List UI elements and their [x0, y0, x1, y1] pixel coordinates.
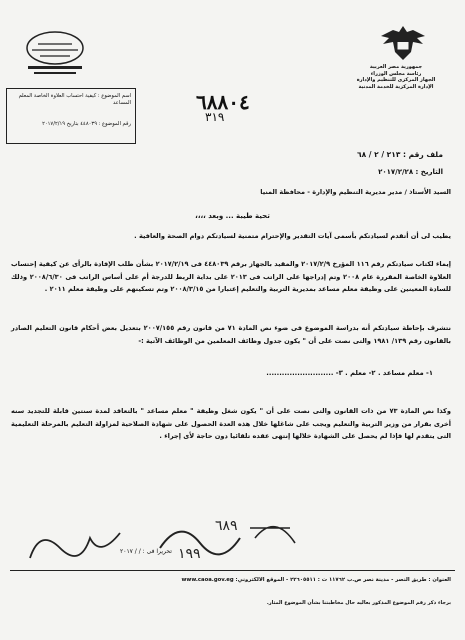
- job-list: ١- معلم مساعد . ٢- معلم . ٣- ..........................: [266, 369, 433, 377]
- letter-date: التاريخ : ٢٠١٧/٢/٢٨: [378, 168, 443, 176]
- caoa-logo-icon: [20, 28, 90, 78]
- header-line: الجهاز المركزى للتنظيم والإدارة: [356, 77, 436, 83]
- footer-note: برجاء ذكر رقم الموضوع المذكور بعاليه حال مخاطبتنا بشأن الموضوع المثار.: [266, 600, 451, 606]
- svg-text:١٩٩: ١٩٩: [178, 546, 201, 562]
- svg-text:٦٨٩: ٦٨٩: [215, 518, 238, 534]
- paragraph-reference: إيماء لكتاب سيادتكم رقم ١١٦ المؤرخ ٢٠١٧/٢/٩ والمقيد بالجهاز برقم ٤٤٨٠٣٩ فى ٢٠١٧/٢/١٩ بشأن طلب الإفادة بالرأى عن كيفية إحتساب العلاوة الخاصة المقررة عام ٢٠٠٨ وتم إدراجها على الراتب فى ٢٠١٣ على بداية الربط للدرجة أم على أساس الراتب فى ٢٠٠٨/٦/٣٠ وذلك للسادة المعينين على وظيفة معلم مساعد بمديرية التربية والتعليم إعتبارا من ٢٠٠٨/٣/١٥ وتم تسكينهم على وظيفة معلم ٢٠١١ .: [11, 260, 451, 293]
- subject-title: اسم الموضوع : كيفية احتساب العلاوة الخاصة المعلم المساعد: [18, 93, 131, 106]
- addressee: السيد الأستاذ / مدير مديرية التنظيم والإدارة - محافظة المنيا: [260, 188, 451, 196]
- header-line: رئاسة مجلس الوزراء: [370, 70, 422, 77]
- header-ministry: [341, 64, 451, 90]
- subject-box: [6, 88, 136, 144]
- paragraph-intro: يطيب لى أن أتقدم لسيادتكم بأسمى آيات التقدير والإحترام متمنية لسيادتكم دوام الصحة والعافية .: [134, 232, 451, 240]
- paragraph-article-71: نتشرف بإحاطة سيادتكم أنه بدراسة الموضوع فى ضوء نص المادة ٧١ من قانون رقم ٢٠٠٧/١٥٥ بتعديل بعض أحكام قانون التعليم الصادر بالقانون رقم ١٣٩/ ١٩٨١ والتى نصت على أن " يكون جدول وظائف المعلمين من الوظائف الآتية :-: [11, 324, 452, 345]
- file-number: ملف رقم : ٢١٣ / ٢ / ٦٨: [357, 150, 443, 159]
- egypt-eagle-emblem-icon: [373, 22, 433, 64]
- header-line: جمهورية مصر العربية: [369, 64, 423, 70]
- greeting: تحية طيبة ... وبعد ،،،،: [195, 212, 270, 220]
- issue-date: تحريرا فى : / / ٢٠١٧: [120, 548, 172, 555]
- header-line: الإدارة المركزية للخدمة المدنية: [358, 83, 434, 90]
- handwritten-reference-sub: ٣١٩: [205, 110, 225, 124]
- subject-number: رقم الموضوع : ٤٤٨٠٣٩ بتاريخ ٢٠١٧/٢/١٩: [42, 121, 131, 127]
- footer-divider: [10, 570, 455, 571]
- paragraph-article-73: وكذا نص المادة ٧٣ من ذات القانون والتى نصت على أن " يكون شغل وظيفة " معلم مساعد " بالتعاقد لمدة سنتين قابلة للتجديد سنه أخرى بقرار من وزير التربية والتعليم ويجب على شاغلها خلال هذه العدة الحصول على شهادة الصلاحية لمزاولة التعليم بالمرحلة التعليمية التى يتقدم لها فإذا لم يحصل على الشهادة خلالها إنتهى عقده تلقائيا دون حاجة لأى إجراء .: [11, 407, 451, 440]
- footer-address: العنوان : طريق النصر - مدينة نصر ص.ب ١١٧٦٢ ت : ٢٢٦٠٥٥١١ - الموقع الالكتروني: www.caoa.gov.eg: [181, 577, 451, 583]
- handwritten-reference-number: ٦٨٨٠٤: [196, 90, 250, 114]
- stamps-and-signatures: [10, 508, 310, 568]
